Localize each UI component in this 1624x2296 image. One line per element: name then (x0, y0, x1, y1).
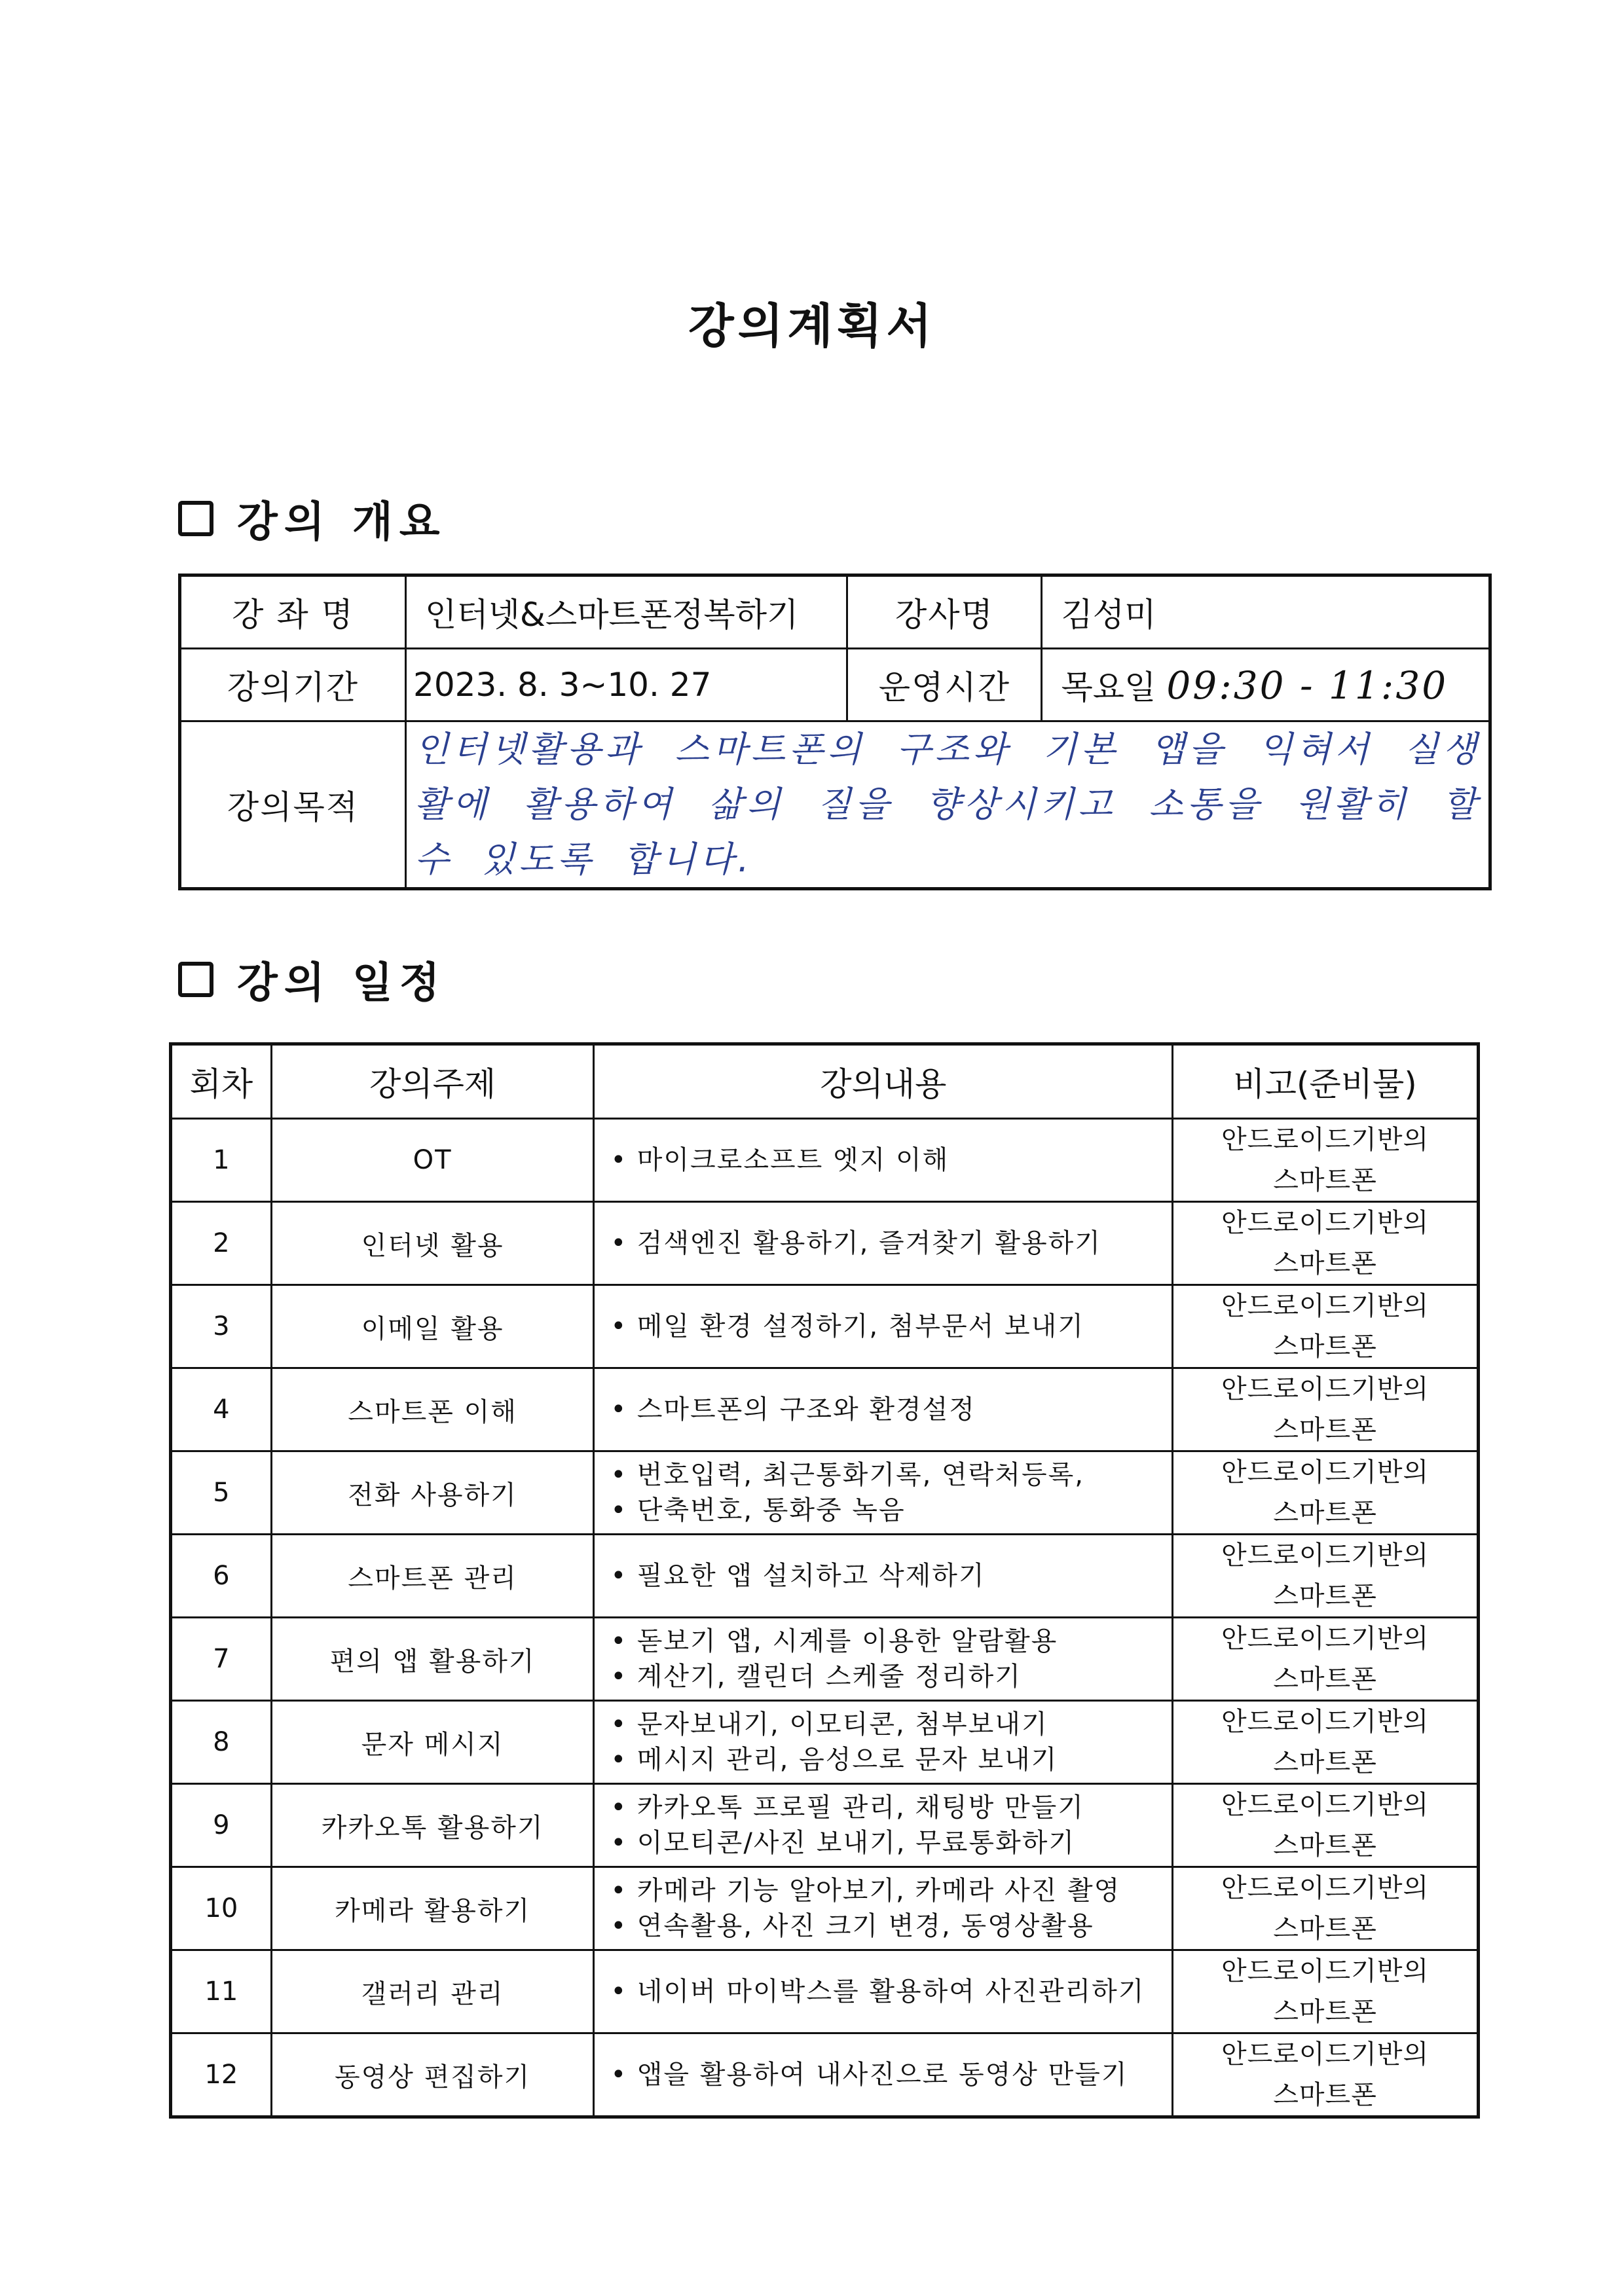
session-note (1173, 1618, 1479, 1701)
note-line-1: 안드로이드기반의 (1221, 1374, 1430, 1404)
operating-time-cell (1042, 649, 1490, 721)
table-row (171, 1784, 1479, 1867)
operating-day: 목요일 (1061, 668, 1156, 706)
note-line-2: 스마트폰 (1273, 1997, 1377, 2027)
checkbox-icon (178, 501, 213, 536)
session-content (594, 1285, 1173, 1368)
content-bullet: • 번호입력, 최근통화기록, 연락처등록, (610, 1457, 1172, 1493)
content-bullet: • 카메라 기능 알아보기, 카메라 사진 촬영 (610, 1873, 1172, 1908)
table-row (171, 1701, 1479, 1784)
content-bullet: • 단축번호, 통화중 녹음 (610, 1493, 1172, 1528)
period-label: 강의기간 (180, 649, 406, 721)
table-row (171, 1618, 1479, 1701)
content-bullet: • 메시지 관리, 음성으로 문자 보내기 (610, 1742, 1172, 1777)
session-topic: 이메일 활용 (271, 1285, 594, 1368)
session-number: 5 (171, 1451, 272, 1535)
instructor-label: 강사명 (847, 575, 1042, 649)
table-row (171, 2033, 1479, 2117)
session-content (594, 1618, 1173, 1701)
content-bullet: • 스마트폰의 구조와 환경설정 (610, 1392, 1172, 1427)
table-row (171, 1285, 1479, 1368)
content-bullet: • 메일 환경 설정하기, 첨부문서 보내기 (610, 1309, 1172, 1344)
session-content (594, 2033, 1173, 2117)
session-note (1173, 1451, 1479, 1535)
overview-row-course (180, 575, 1490, 649)
note-line-1: 안드로이드기반의 (1221, 1707, 1430, 1737)
session-topic: 카메라 활용하기 (271, 1867, 594, 1950)
note-line-2: 스마트폰 (1273, 1664, 1377, 1694)
table-row (171, 1451, 1479, 1535)
session-content (594, 1867, 1173, 1950)
session-number: 4 (171, 1368, 272, 1451)
session-content (594, 1535, 1173, 1618)
note-line-1: 안드로이드기반의 (1221, 2039, 1430, 2069)
overview-section-heading (178, 488, 447, 549)
session-note (1173, 1119, 1479, 1202)
instructor-value: 김성미 (1042, 575, 1490, 649)
session-topic: 스마트폰 관리 (271, 1535, 594, 1618)
checkbox-icon (178, 962, 213, 997)
note-line-1: 안드로이드기반의 (1221, 1873, 1430, 1903)
note-line-1: 안드로이드기반의 (1221, 1457, 1430, 1487)
session-topic: 갤러리 관리 (271, 1950, 594, 2033)
session-number: 8 (171, 1701, 272, 1784)
note-line-1: 안드로이드기반의 (1221, 1624, 1430, 1654)
schedule-section-heading (178, 949, 447, 1010)
session-topic: 문자 메시지 (271, 1701, 594, 1784)
table-row (171, 1867, 1479, 1950)
schedule-header-row (171, 1044, 1479, 1119)
course-name-value: 인터넷&스마트폰정복하기 (406, 575, 847, 649)
session-content (594, 1368, 1173, 1451)
header-notes: 비고(준비물) (1173, 1044, 1479, 1119)
session-content (594, 1950, 1173, 2033)
document-title: 강의계획서 (688, 299, 936, 354)
overview-section-label: 강의 개요 (237, 498, 447, 547)
content-bullet: • 연속촬용, 사진 크기 변경, 동영상촬용 (610, 1908, 1172, 1944)
table-row (171, 1202, 1479, 1285)
session-note (1173, 1701, 1479, 1784)
session-note (1173, 1285, 1479, 1368)
session-number: 12 (171, 2033, 272, 2117)
session-number: 10 (171, 1867, 272, 1950)
session-number: 9 (171, 1784, 272, 1867)
table-row (171, 1119, 1479, 1202)
note-line-1: 안드로이드기반의 (1221, 1540, 1430, 1571)
session-topic: 동영상 편집하기 (271, 2033, 594, 2117)
note-line-2: 스마트폰 (1273, 1248, 1377, 1279)
overview-row-goal (180, 721, 1490, 889)
session-content (594, 1119, 1173, 1202)
course-name-label: 강 좌 명 (180, 575, 406, 649)
content-bullet: • 앱을 활용하여 내사진으로 동영상 만들기 (610, 2057, 1172, 2092)
content-bullet: • 네이버 마이박스를 활용하여 사진관리하기 (610, 1974, 1172, 2009)
session-number: 6 (171, 1535, 272, 1618)
session-number: 1 (171, 1119, 272, 1202)
session-note (1173, 1368, 1479, 1451)
goal-label: 강의목적 (180, 721, 406, 889)
content-bullet: • 문자보내기, 이모티콘, 첨부보내기 (610, 1707, 1172, 1742)
session-topic: OT (271, 1119, 594, 1202)
schedule-section-label: 강의 일정 (237, 959, 447, 1008)
note-line-2: 스마트폰 (1273, 1415, 1377, 1445)
operating-time-handwritten: 09:30 - 11:30 (1166, 663, 1449, 708)
session-content (594, 1451, 1173, 1535)
content-bullet: • 검색엔진 활용하기, 즐겨찾기 활용하기 (610, 1226, 1172, 1261)
session-topic: 인터넷 활용 (271, 1202, 594, 1285)
header-topic: 강의주제 (271, 1044, 594, 1119)
content-bullet: • 계산기, 캘린더 스케줄 정리하기 (610, 1659, 1172, 1694)
note-line-2: 스마트폰 (1273, 1581, 1377, 1611)
session-number: 2 (171, 1202, 272, 1285)
note-line-2: 스마트폰 (1273, 1831, 1377, 1861)
session-note (1173, 1202, 1479, 1285)
session-number: 11 (171, 1950, 272, 2033)
table-row (171, 1950, 1479, 2033)
goal-value-handwritten: 인터넷활용과 스마트폰의 구조와 기본 앱을 익혀서 실생활에 활용하여 삶의 질을 향상시키고 소통을 원활히 할 수 있도록 합니다. (406, 721, 1490, 889)
session-content (594, 1701, 1173, 1784)
operating-time-label: 운영시간 (847, 649, 1042, 721)
note-line-1: 안드로이드기반의 (1221, 1790, 1430, 1820)
table-row (171, 1368, 1479, 1451)
period-value: 2023. 8. 3~10. 27 (406, 649, 847, 721)
content-bullet: • 돋보기 앱, 시계를 이용한 알람활용 (610, 1624, 1172, 1659)
content-bullet: • 카카오톡 프로필 관리, 채팅방 만들기 (610, 1790, 1172, 1825)
session-topic: 카카오톡 활용하기 (271, 1784, 594, 1867)
session-note (1173, 1535, 1479, 1618)
note-line-1: 안드로이드기반의 (1221, 1956, 1430, 1986)
schedule-table (169, 1042, 1480, 2119)
session-content (594, 1784, 1173, 1867)
session-number: 3 (171, 1285, 272, 1368)
overview-row-period (180, 649, 1490, 721)
note-line-2: 스마트폰 (1273, 2080, 1377, 2110)
session-topic: 편의 앱 활용하기 (271, 1618, 594, 1701)
header-session: 회차 (171, 1044, 272, 1119)
session-note (1173, 1867, 1479, 1950)
session-number: 7 (171, 1618, 272, 1701)
content-bullet: • 필요한 앱 설치하고 삭제하기 (610, 1558, 1172, 1594)
note-line-1: 안드로이드기반의 (1221, 1125, 1430, 1155)
session-topic: 스마트폰 이해 (271, 1368, 594, 1451)
note-line-2: 스마트폰 (1273, 1165, 1377, 1195)
header-content: 강의내용 (594, 1044, 1173, 1119)
content-bullet: • 마이크로소프트 엣지 이해 (610, 1142, 1172, 1178)
session-note (1173, 1950, 1479, 2033)
session-note (1173, 2033, 1479, 2117)
content-bullet: • 이모티콘/사진 보내기, 무료통화하기 (610, 1825, 1172, 1861)
note-line-2: 스마트폰 (1273, 1747, 1377, 1777)
table-row (171, 1535, 1479, 1618)
note-line-1: 안드로이드기반의 (1221, 1208, 1430, 1238)
note-line-2: 스마트폰 (1273, 1498, 1377, 1528)
session-topic: 전화 사용하기 (271, 1451, 594, 1535)
note-line-2: 스마트폰 (1273, 1914, 1377, 1944)
session-note (1173, 1784, 1479, 1867)
note-line-1: 안드로이드기반의 (1221, 1291, 1430, 1321)
note-line-2: 스마트폰 (1273, 1332, 1377, 1362)
session-content (594, 1202, 1173, 1285)
overview-table (178, 574, 1492, 890)
